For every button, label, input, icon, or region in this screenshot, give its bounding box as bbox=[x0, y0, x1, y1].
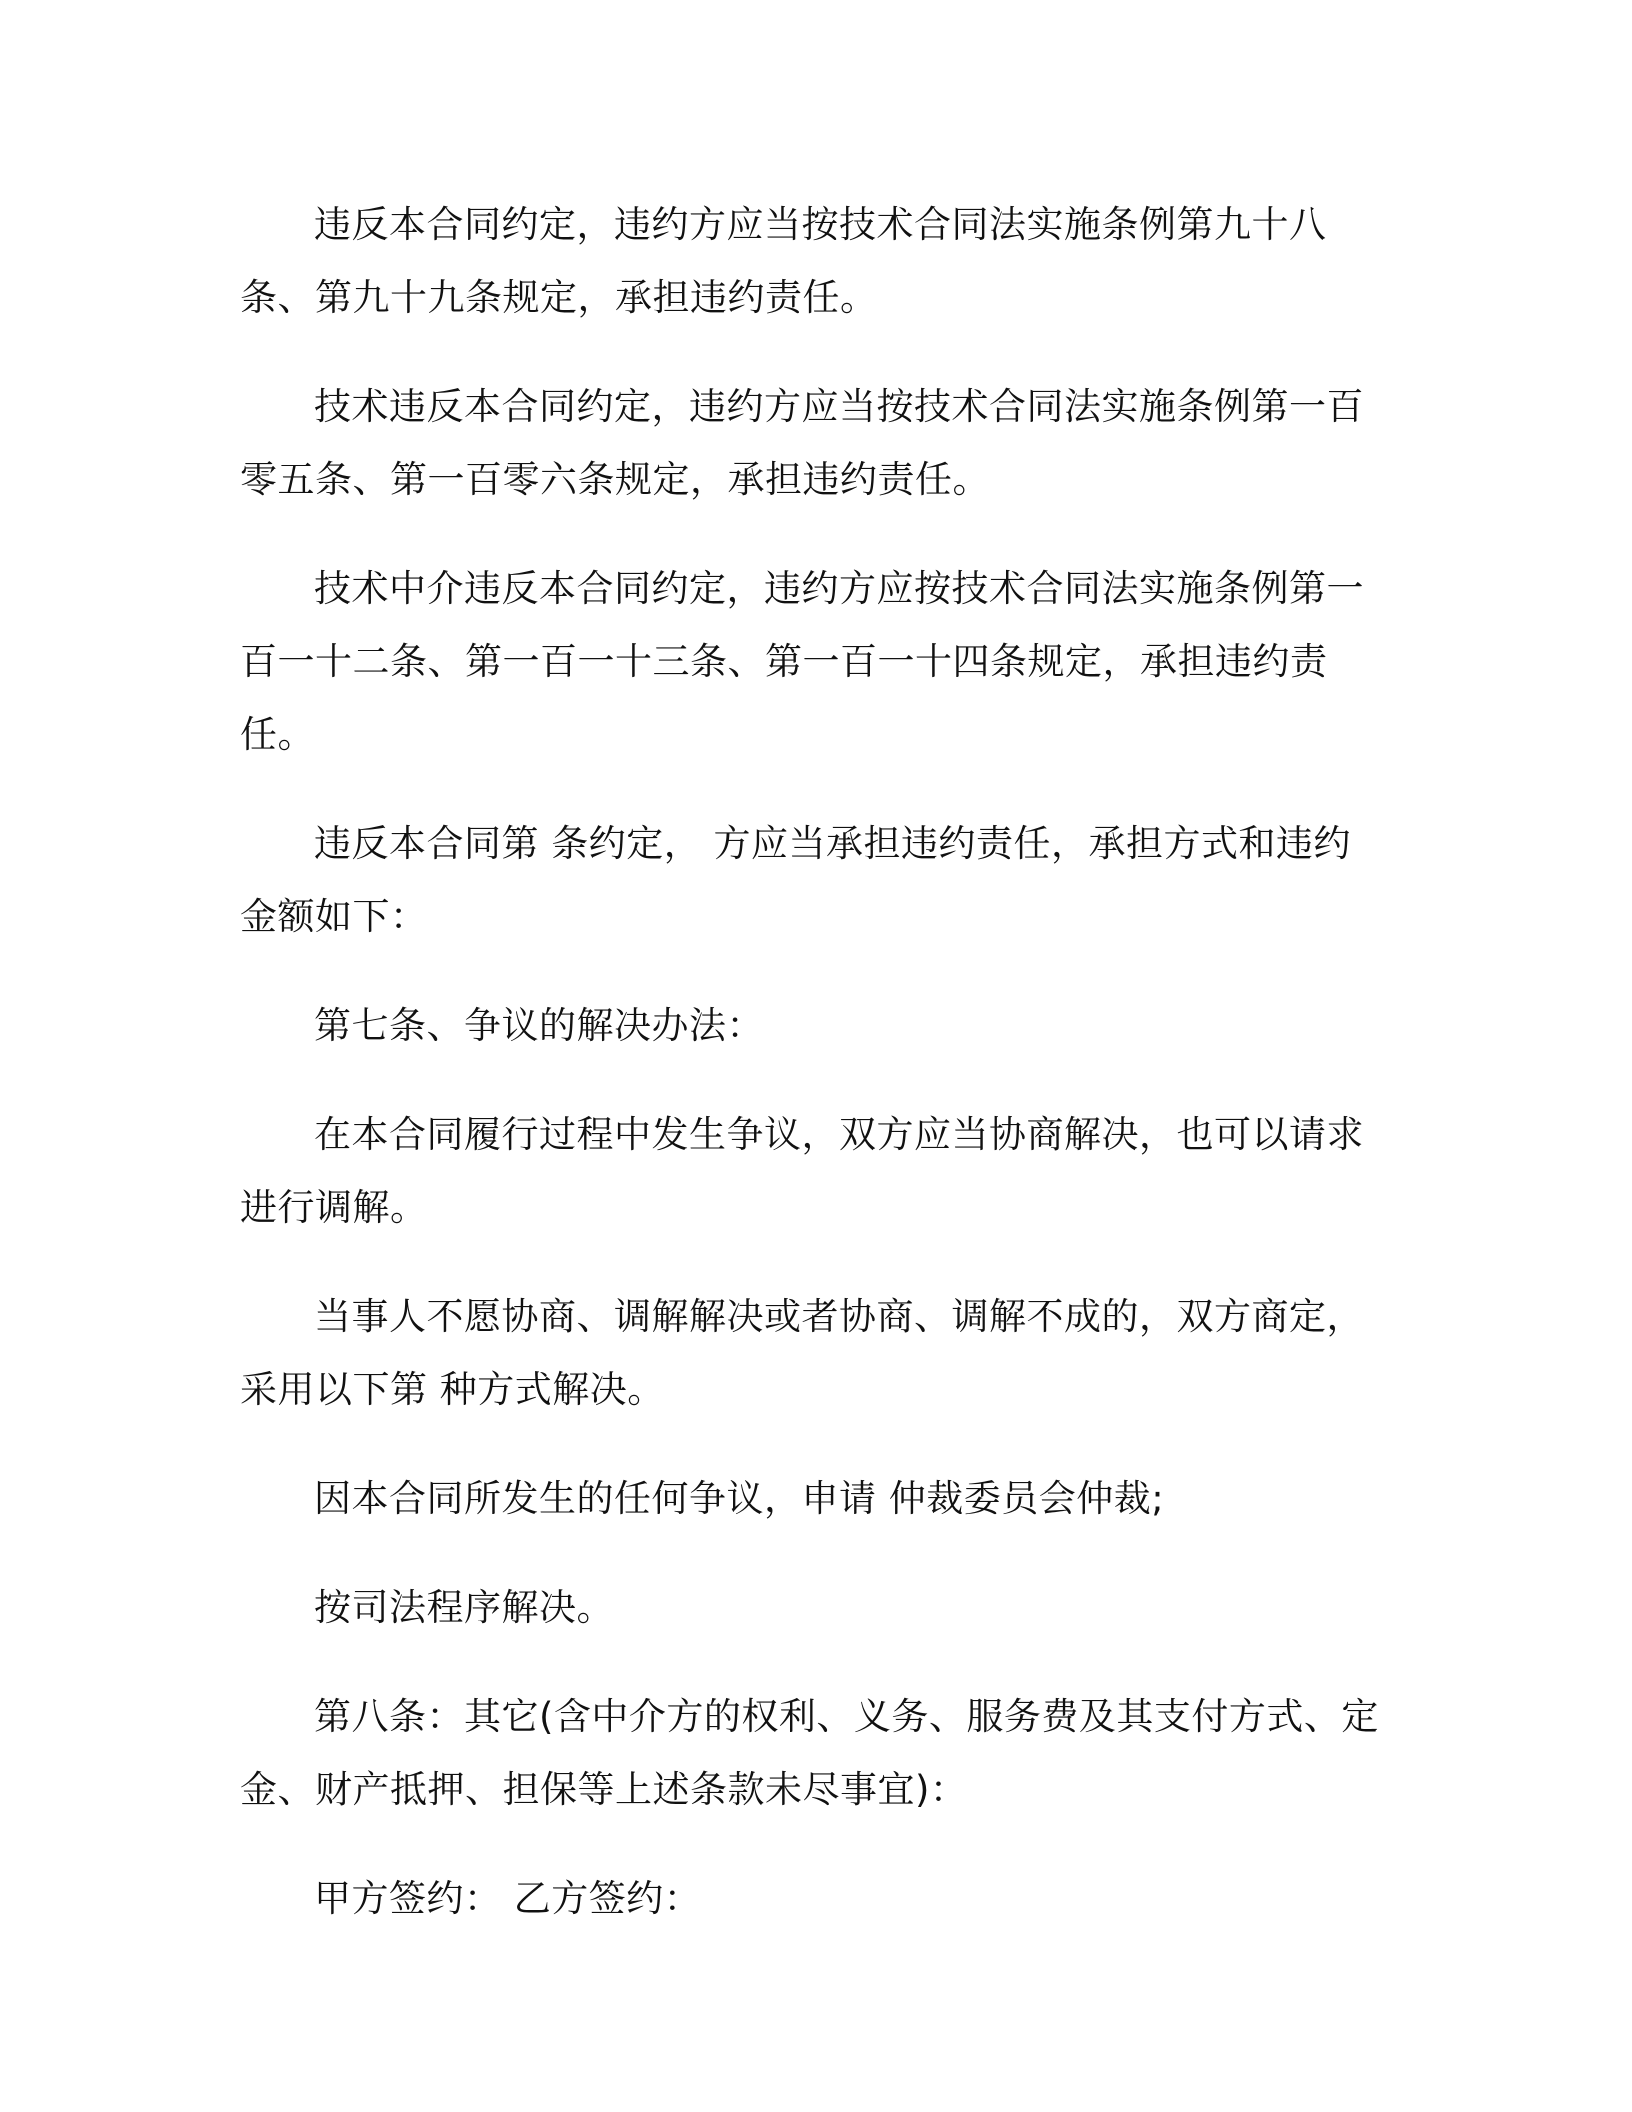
paragraph-breach-technology: 技术违反本合同约定，违约方应当按技术合同法实施条例第一百零五条、第一百零六条规定，承担违约责任。 bbox=[240, 385, 1364, 501]
paragraph-breach-general: 违反本合同约定，违约方应当按技术合同法实施条例第九十八条、第九十九条规定，承担违约责任。 bbox=[240, 203, 1327, 319]
heading-article-seven: 第七条、争议的解决办法： bbox=[314, 1004, 764, 1047]
paragraph-judicial: 按司法程序解决。 bbox=[314, 1586, 614, 1629]
signature-line: 甲方签约： 乙方签约： bbox=[314, 1877, 702, 1920]
paragraph-article-eight: 第八条：其它(含中介方的权利、义务、服务费及其支付方式、定金、财产抵押、担保等上述条款未尽事宜)： bbox=[240, 1695, 1379, 1811]
paragraph-dispute-method: 当事人不愿协商、调解解决或者协商、调解不成的，双方商定，采用以下第 种方式解决。 bbox=[240, 1295, 1364, 1411]
paragraph-breach-clause: 违反本合同第 条约定， 方应当承担违约责任，承担方式和违约金额如下： bbox=[240, 822, 1352, 938]
paragraph-arbitration: 因本合同所发生的任何争议，申请 仲裁委员会仲裁; bbox=[314, 1477, 1165, 1520]
document-body bbox=[240, 188, 1380, 1971]
paragraph-dispute-negotiation: 在本合同履行过程中发生争议，双方应当协商解决，也可以请求进行调解。 bbox=[240, 1113, 1364, 1229]
paragraph-breach-intermediary: 技术中介违反本合同约定，违约方应按技术合同法实施条例第一百一十二条、第一百一十三条、第一百一十四条规定，承担违约责任。 bbox=[240, 567, 1364, 756]
